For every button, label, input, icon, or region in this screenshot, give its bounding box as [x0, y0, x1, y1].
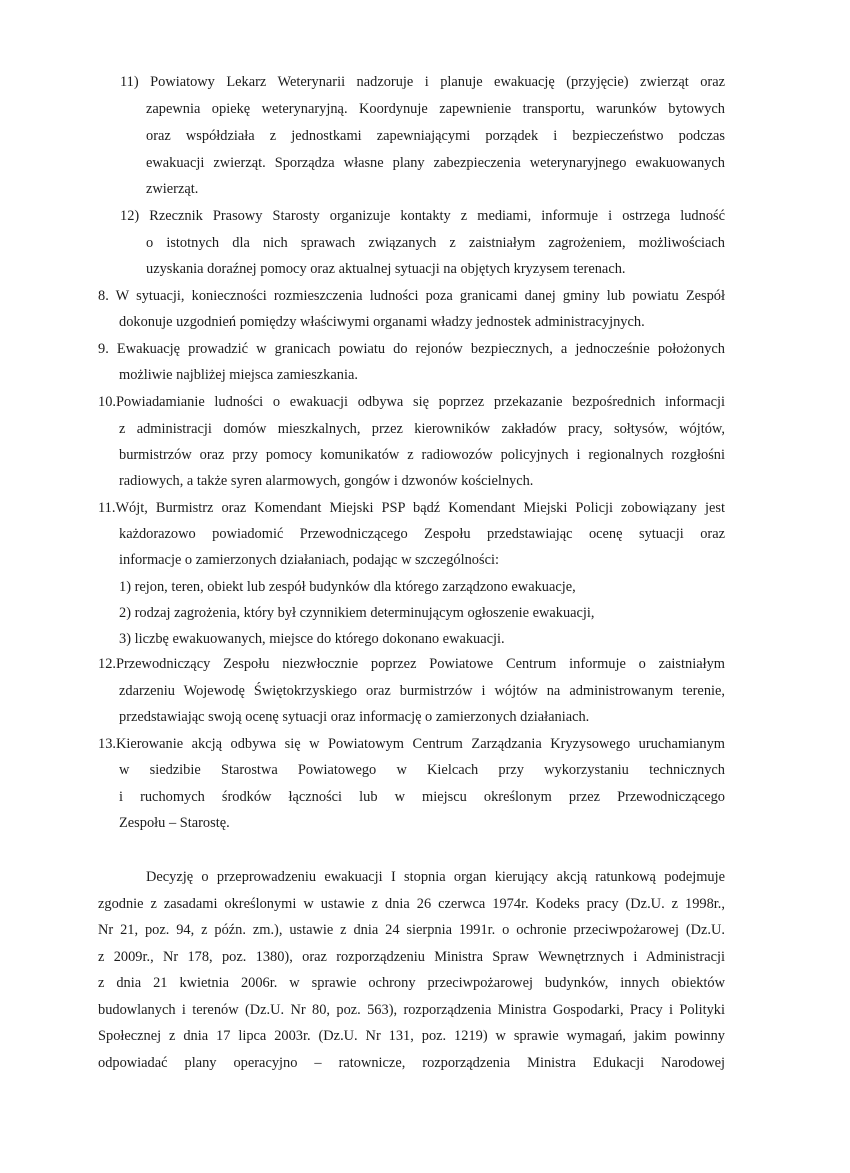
text-line: 10.Powiadamianie ludności o ewakuacji odbywa się poprzez przekazanie bezpośrednich informacji: [98, 394, 725, 410]
text-line: z administracji domów mieszkalnych, przez kierowników zakładów pracy, sołtysów, wójtów,: [119, 421, 725, 437]
text-line: Nr 21, poz. 94, z późn. zm.), ustawie z dnia 24 sierpnia 1991r. o ochronie przeciwpożarowej (Dz.U.: [98, 922, 725, 938]
text-line: oraz współdziała z jednostkami zapewniającymi porządek i bezpieczeństwo podczas: [146, 128, 725, 144]
text-line: 1) rejon, teren, obiekt lub zespół budynków dla którego zarządzono ewakuacje,: [119, 579, 576, 595]
text-line: 3) liczbę ewakuowanych, miejsce do którego dokonano ewakuacji.: [119, 631, 505, 647]
text-line: 11) Powiatowy Lekarz Weterynarii nadzoruje i planuje ewakuację (przyjęcie) zwierząt oraz: [120, 74, 725, 90]
text-line: 12) Rzecznik Prasowy Starosty organizuje kontakty z mediami, informuje i ostrzega ludność: [120, 208, 725, 224]
text-line: burmistrzów oraz przy pomocy komunikatów z radiowozów policyjnych i regionalnych rozgłośni: [119, 447, 725, 463]
text-line: Zespołu – Starostę.: [119, 815, 230, 831]
text-line: z dnia 21 kwietnia 2006r. w sprawie ochrony przeciwpożarowej budynków, innych obiektów: [98, 975, 725, 991]
text-line: budowlanych i terenów (Dz.U. Nr 80, poz. 563), rozporządzenia Ministra Gospodarki, Pracy i Polityki: [98, 1002, 725, 1018]
text-line: 2) rodzaj zagrożenia, który był czynnikiem determinującym ogłoszenie ewakuacji,: [119, 605, 595, 621]
text-line: zgodnie z zasadami określonymi w ustawie z dnia 26 czerwca 1974r. Kodeks pracy (Dz.U. z 1998r.,: [98, 896, 725, 912]
text-line: informacje o zamierzonych działaniach, podając w szczególności:: [119, 552, 499, 568]
text-line: 9. Ewakuację prowadzić w granicach powiatu do rejonów bezpiecznych, a jednocześnie położonych: [98, 341, 725, 357]
text-line: zwierząt.: [146, 181, 199, 197]
text-line: z 2009r., Nr 178, poz. 1380), oraz rozporządzeniu Ministra Spraw Wewnętrznych i Administracji: [98, 949, 725, 965]
text-line: Decyzję o przeprowadzeniu ewakuacji I stopnia organ kierujący akcją ratunkową podejmuje: [146, 869, 725, 885]
text-line: radiowych, a także syren alarmowych, gongów i dzwonów kościelnych.: [119, 473, 534, 489]
text-line: odpowiadać plany operacyjno – ratownicze, rozporządzenia Ministra Edukacji Narodowej: [98, 1055, 725, 1071]
text-line: o istotnych dla nich sprawach związanych z zaistniałym zagrożeniem, możliwościach: [146, 235, 725, 251]
text-line: i ruchomych środków łączności lub w miejscu określonym przez Przewodniczącego: [119, 789, 725, 805]
text-line: uzyskania doraźnej pomocy oraz aktualnej sytuacji na objętych kryzysem terenach.: [146, 261, 626, 277]
text-line: ewakuacji zwierząt. Sporządza własne plany zabezpieczenia weterynaryjnego ewakuowanych: [146, 155, 725, 171]
text-line: Społecznej z dnia 17 lipca 2003r. (Dz.U. Nr 131, poz. 1219) w sprawie wymagań, jakim powinny: [98, 1028, 725, 1044]
text-line: możliwie najbliżej miejsca zamieszkania.: [119, 367, 358, 383]
text-line: dokonuje uzgodnień pomiędzy właściwymi organami władzy jednostek administracyjnych.: [119, 314, 645, 330]
text-line: każdorazowo powiadomić Przewodniczącego Zespołu przedstawiając ocenę sytuacji oraz: [119, 526, 725, 542]
text-line: przedstawiając swoją ocenę sytuacji oraz informację o zamierzonych działaniach.: [119, 709, 590, 725]
text-line: 8. W sytuacji, konieczności rozmieszczenia ludności poza granicami danej gminy lub powiatu Zespół: [98, 288, 725, 304]
text-line: 13.Kierowanie akcją odbywa się w Powiatowym Centrum Zarządzania Kryzysowego uruchamianym: [98, 736, 725, 752]
text-line: zdarzeniu Wojewodę Świętokrzyskiego oraz burmistrzów i wójtów na administrowanym terenie,: [119, 683, 725, 699]
text-line: w siedzibie Starostwa Powiatowego w Kielcach przy wykorzystaniu technicznych: [119, 762, 725, 778]
text-line: 12.Przewodniczący Zespołu niezwłocznie poprzez Powiatowe Centrum informuje o zaistniałym: [98, 656, 725, 672]
text-line: 11.Wójt, Burmistrz oraz Komendant Miejski PSP bądź Komendant Miejski Policji zobowiązany jest: [98, 500, 725, 516]
text-line: zapewnia opiekę weterynaryjną. Koordynuje zapewnienie transportu, warunków bytowych: [146, 101, 725, 117]
